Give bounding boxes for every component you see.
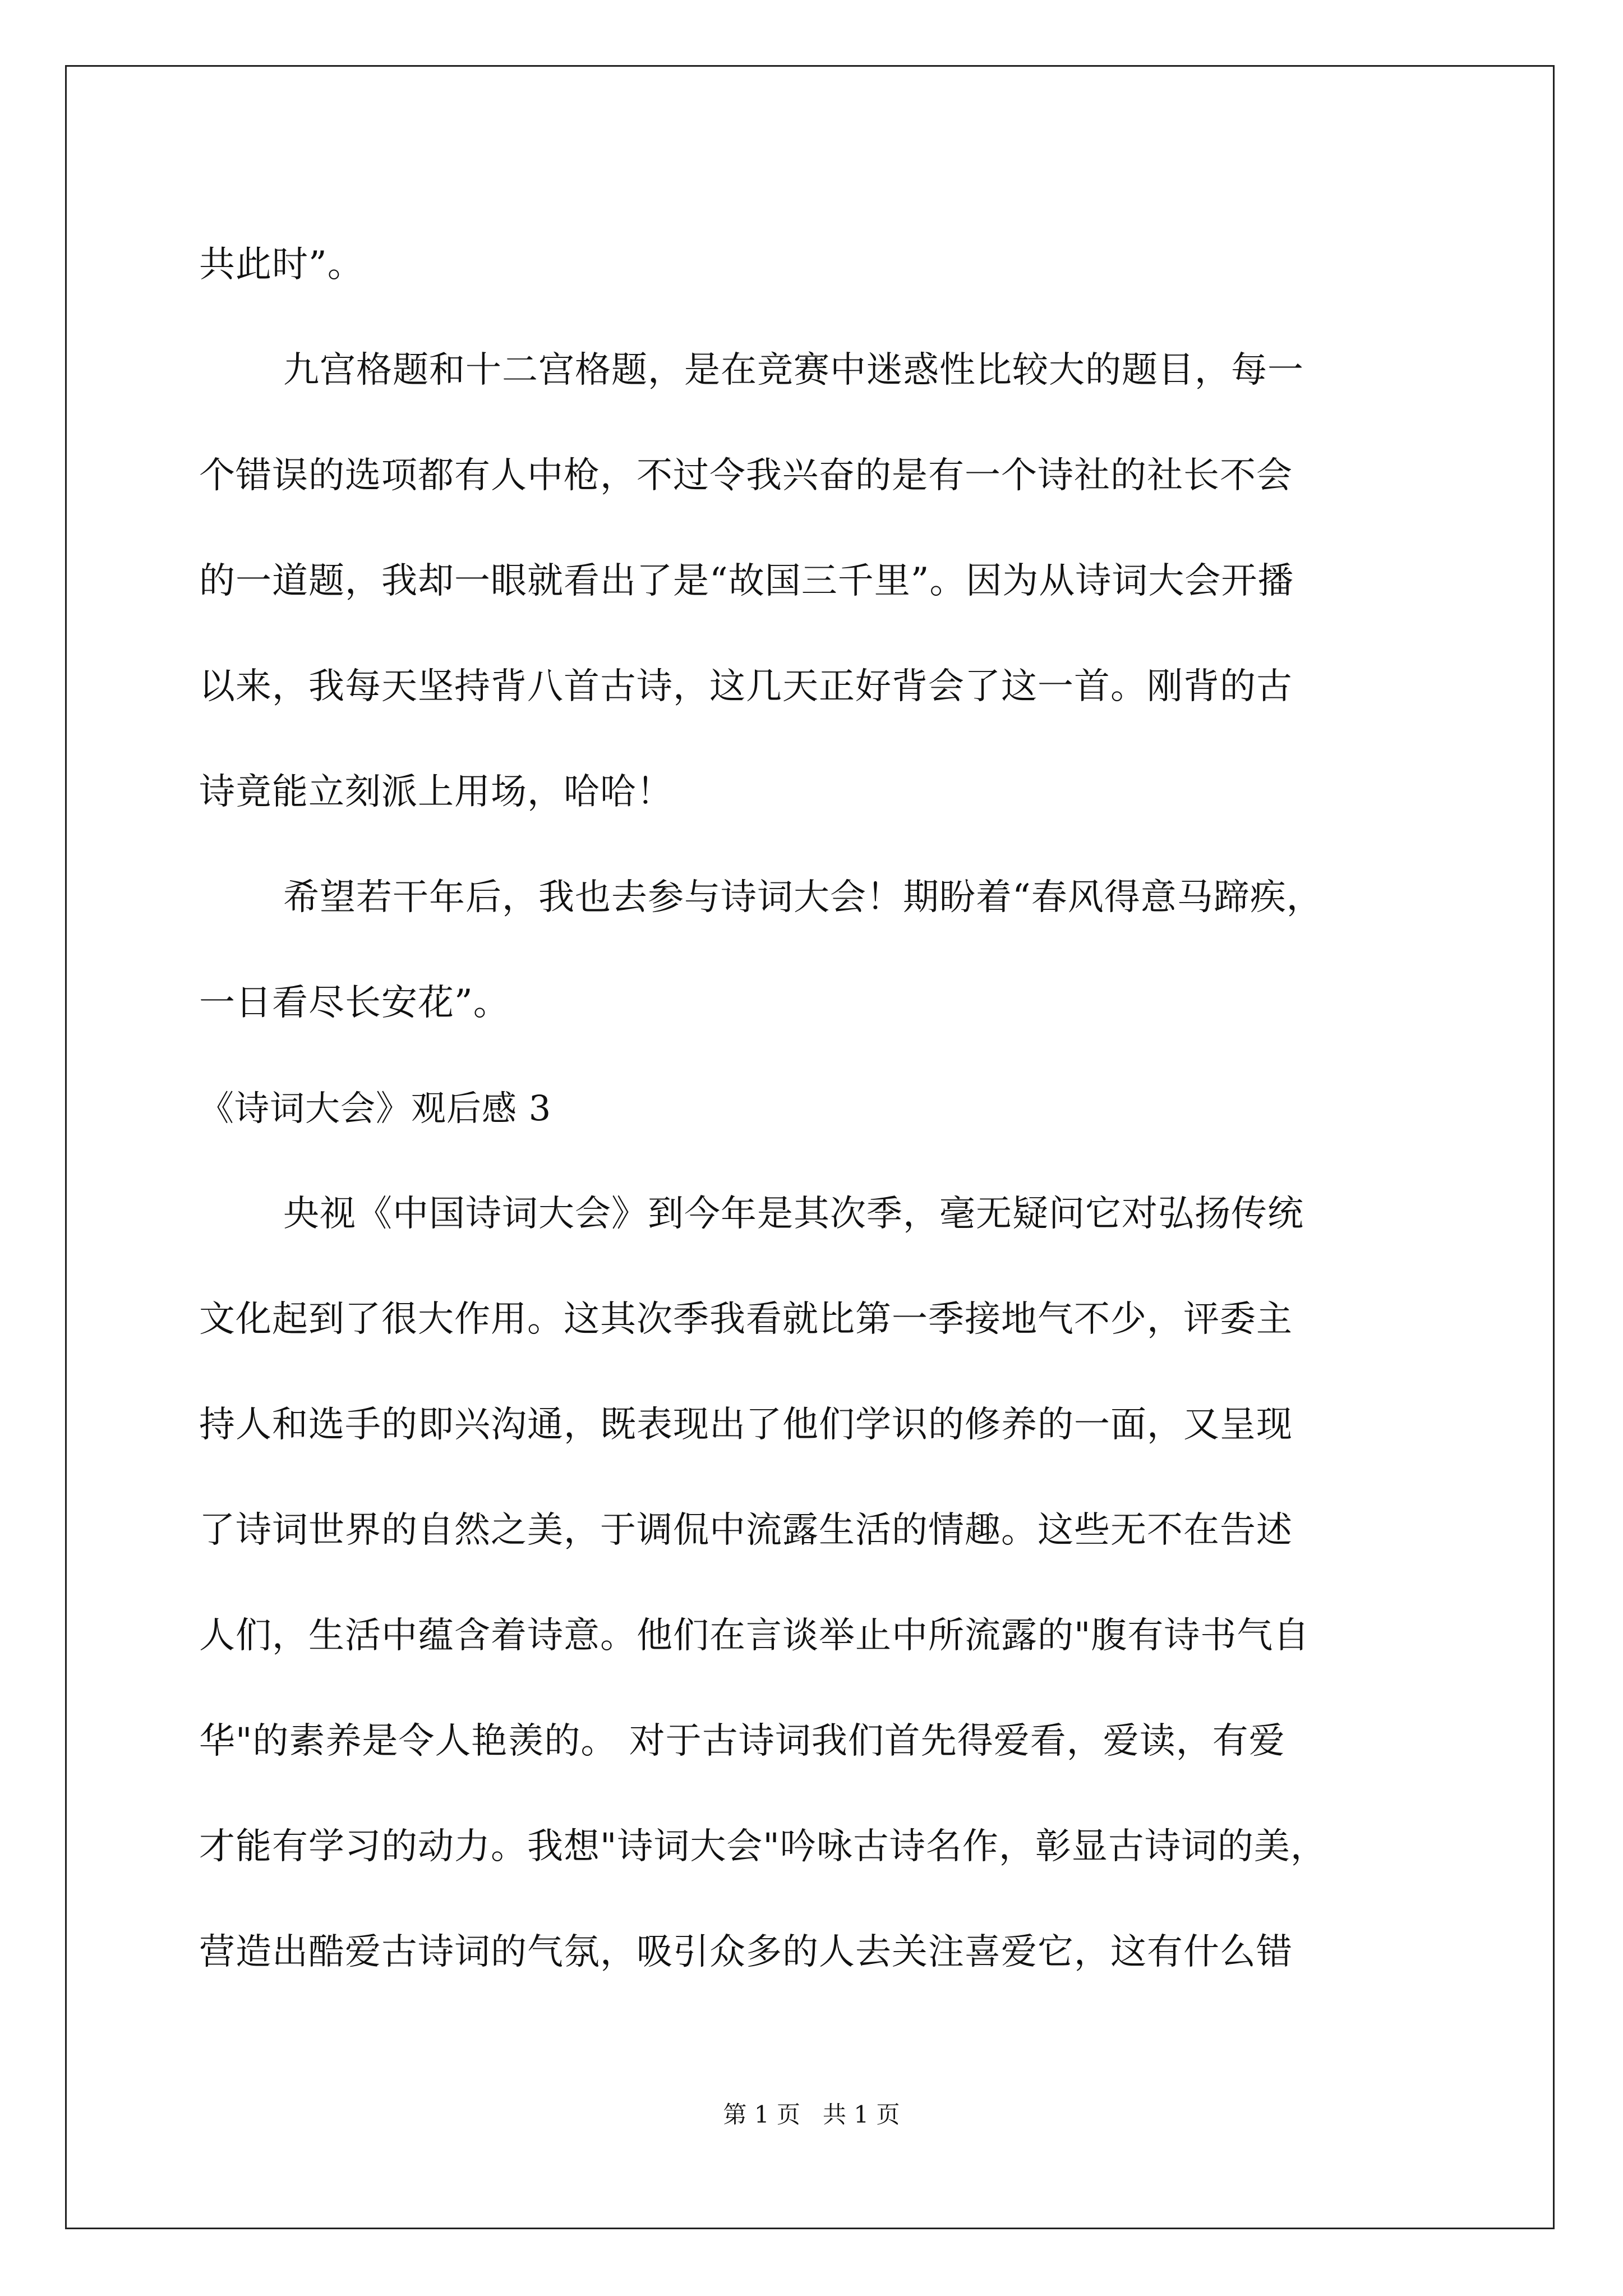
document-body xyxy=(199,212,1424,2005)
text-line-8: 一日看尽长安花”。 xyxy=(199,982,510,1024)
text-line-6: 诗竟能立刻派上用场，哈哈！ xyxy=(199,771,673,813)
text-line-3: 个错误的选项都有人中枪，不过令我兴奋的是有一个诗社的社长不会 xyxy=(199,455,1293,496)
text-line-17: 营造出酷爱古诗词的气氛，吸引众多的人去关注喜爱它，这有什么错 xyxy=(199,1931,1293,1973)
text-line-12: 持人和选手的即兴沟通，既表现出了他们学识的修养的一面，又呈现 xyxy=(199,1404,1293,1446)
text-line-7: 希望若干年后，我也去参与诗词大会！期盼着“春风得意马蹄疾， xyxy=(283,877,1323,918)
text-line-14: 人们，生活中蕴含着诗意。他们在言谈举止中所流露的"腹有诗书气自 xyxy=(199,1615,1310,1657)
text-line-5: 以来，我每天坚持背八首古诗，这几天正好背会了这一首。刚背的古 xyxy=(199,666,1293,707)
text-line-1: 共此时”。 xyxy=(199,244,364,286)
text-line-4: 的一道题，我却一眼就看出了是“故国三千里”。因为从诗词大会开播 xyxy=(199,560,1294,602)
text-line-2: 九宫格题和十二宫格题，是在竞赛中迷惑性比较大的题目，每一 xyxy=(283,349,1304,391)
page-number-footer: 第 1 页 共 1 页 xyxy=(723,2101,900,2128)
text-line-10: 央视《中国诗词大会》到今年是其次季，毫无疑问它对弘扬传统 xyxy=(283,1193,1304,1235)
text-line-16: 才能有学习的动力。我想"诗词大会"吟咏古诗名作，彰显古诗词的美， xyxy=(199,1826,1327,1867)
section-heading: 《诗词大会》观后感 3 xyxy=(199,1088,552,1129)
text-line-11: 文化起到了很大作用。这其次季我看就比第一季接地气不少，评委主 xyxy=(199,1299,1293,1340)
text-line-15: 华"的素养是令人艳羡的。 对于古诗词我们首先得爱看，爱读，有爱 xyxy=(199,1720,1285,1762)
text-line-13: 了诗词世界的自然之美，于调侃中流露生活的情趣。这些无不在告述 xyxy=(199,1510,1293,1551)
